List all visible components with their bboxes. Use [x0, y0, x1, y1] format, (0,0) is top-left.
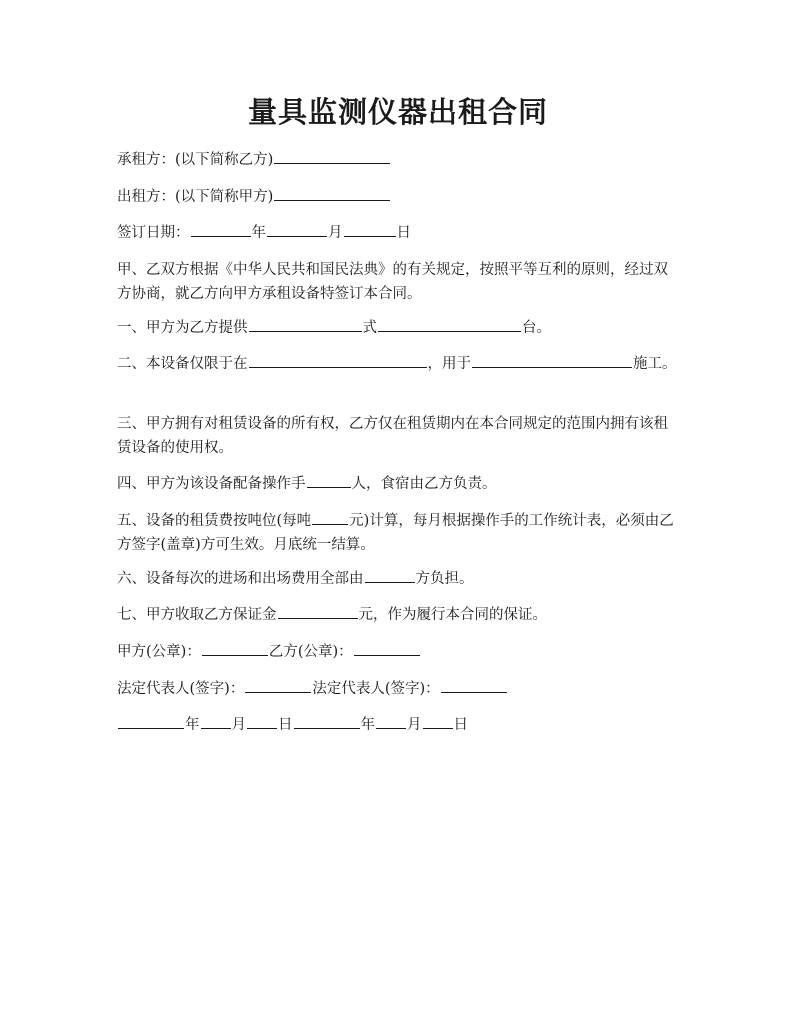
clause-4-text-a: 四、甲方为该设备配备操作手 — [117, 476, 306, 492]
intro-paragraph: 甲、乙双方根据《中华人民共和国民法典》的有关规定，按照平等互利的原则，经过双方协商，就乙方向甲方承租设备特签订本合同。 — [117, 262, 668, 302]
party-b-year-label: 年 — [360, 717, 375, 733]
clause-1-blank-count[interactable] — [378, 316, 521, 332]
clause-6-text-b: 方负担。 — [415, 571, 474, 587]
clause-1-blank-type[interactable] — [249, 316, 362, 332]
lessee-blank[interactable] — [274, 148, 390, 164]
clause-1-text-a: 一、甲方为乙方提供 — [117, 320, 248, 336]
clause-2-text-a: 二、本设备仅限于在 — [117, 356, 248, 372]
clause-2-blank-purpose[interactable] — [472, 352, 632, 368]
party-a-seal-label: 甲方(公章)： — [117, 644, 201, 660]
party-b-year-blank[interactable] — [294, 713, 360, 729]
party-a-year-label: 年 — [185, 717, 200, 733]
sign-day-label: 日 — [396, 225, 411, 241]
party-a-day-blank[interactable] — [247, 713, 277, 729]
rep-a-sign-blank[interactable] — [245, 677, 311, 693]
rep-a-sign-label: 法定代表人(签字)： — [117, 681, 245, 697]
signature-date-line — [117, 713, 682, 737]
clause-3: 三、甲方拥有对租赁设备的所有权，乙方仅在租赁期内在本合同规定的范围内拥有该租赁设备的使用权。 — [117, 416, 668, 456]
party-b-seal-label: 乙方(公章)： — [268, 644, 353, 660]
clause-6-text-a: 六、设备每次的进场和出场费用全部由 — [117, 571, 364, 587]
party-a-month-blank[interactable] — [201, 713, 231, 729]
document-title: 量具监测仪器出租合同 — [247, 95, 548, 129]
sign-date-label: 签订日期： — [117, 225, 190, 241]
clause-1-text-c: 台。 — [522, 320, 551, 336]
clause-5 — [117, 509, 682, 557]
sign-year-label: 年 — [251, 225, 266, 241]
party-b-seal-blank[interactable] — [354, 640, 420, 656]
clause-2-blank-location[interactable] — [249, 352, 427, 368]
party-a-seal-blank[interactable] — [202, 640, 268, 656]
representative-line — [117, 677, 682, 701]
rep-b-sign-label: 法定代表人(签字)： — [312, 681, 440, 697]
sign-month-label: 月 — [328, 225, 343, 241]
lessee-label: 承租方：(以下简称乙方) — [117, 152, 274, 168]
lessor-blank[interactable] — [274, 185, 390, 201]
party-a-day-label: 日 — [278, 717, 293, 733]
clause-1-text-b: 式 — [362, 320, 377, 336]
clause-5-text-a: 五、设备的租赁费按吨位(每吨 — [117, 513, 312, 529]
clause-7-text-a: 七、甲方收取乙方保证金 — [117, 607, 277, 623]
clause-2 — [117, 352, 682, 376]
party-b-day-label: 日 — [453, 717, 468, 733]
clause-7 — [117, 603, 682, 627]
clause-6 — [117, 567, 682, 591]
clause-2-text-c: 施工。 — [633, 356, 677, 372]
party-b-month-label: 月 — [407, 717, 422, 733]
party-a-month-label: 月 — [231, 717, 246, 733]
clause-5-text-b: 元)计算，每月根据操作手的工作统计表，必须由乙方签字(盖章)方可生效。月底统一结算。 — [117, 513, 674, 553]
lessor-label: 出租方：(以下简称甲方) — [117, 189, 274, 205]
sign-year-blank[interactable] — [191, 221, 251, 237]
clause-7-blank-deposit[interactable] — [278, 603, 358, 619]
clause-4 — [117, 472, 682, 496]
party-a-year-blank[interactable] — [118, 713, 184, 729]
party-b-day-blank[interactable] — [423, 713, 453, 729]
lessee-line — [117, 148, 682, 172]
clause-5-blank-rate[interactable] — [312, 509, 348, 525]
rep-b-sign-blank[interactable] — [441, 677, 507, 693]
clause-2-text-b: ，用于 — [427, 356, 471, 372]
sign-day-blank[interactable] — [344, 221, 396, 237]
party-b-month-blank[interactable] — [376, 713, 406, 729]
sign-date-line — [117, 221, 682, 245]
seal-line — [117, 640, 682, 664]
sign-month-blank[interactable] — [267, 221, 327, 237]
clause-6-blank-party[interactable] — [365, 567, 415, 583]
clause-4-blank-operators[interactable] — [307, 472, 351, 488]
clause-4-text-b: 人，食宿由乙方负责。 — [351, 476, 497, 492]
clause-7-text-b: 元，作为履行本合同的保证。 — [358, 607, 547, 623]
clause-1 — [117, 316, 682, 340]
lessor-line — [117, 185, 682, 209]
